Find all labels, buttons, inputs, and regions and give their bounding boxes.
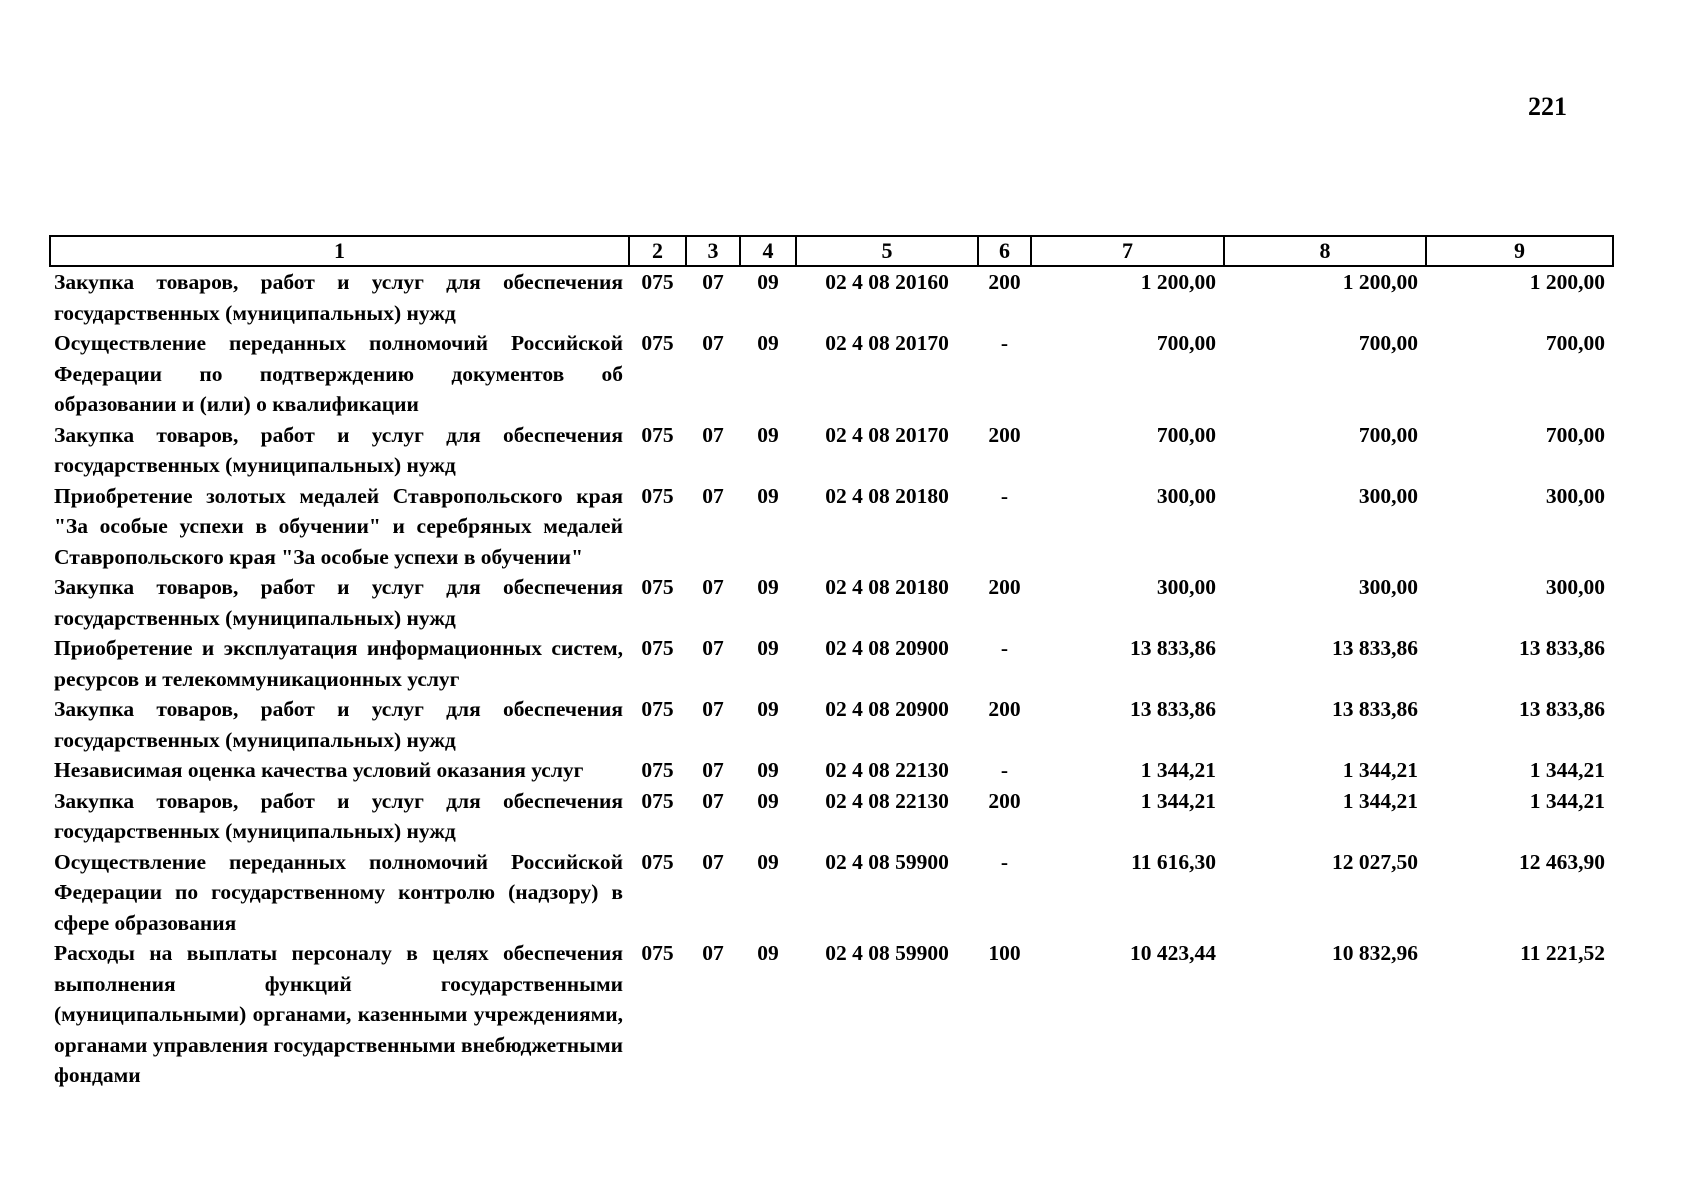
row-code: 075	[641, 483, 674, 508]
row-code: 075	[641, 636, 674, 660]
row-amount-7: 300,00	[1156, 575, 1216, 599]
row-subsection: 09	[757, 697, 779, 721]
row-subsection: 09	[757, 941, 779, 965]
row-amount-7: 700,00	[1156, 422, 1216, 447]
row-code: 075	[641, 941, 674, 965]
table-row	[50, 755, 1613, 786]
column-header-7: 7	[1031, 236, 1224, 266]
row-name: Осуществление переданных полномочий Российской Федерации по государственному контролю (надзору) в сфере образования	[54, 849, 623, 935]
row-amount-7: 11 616,30	[1131, 849, 1216, 874]
row-amount-7: 1 344,21	[1140, 788, 1216, 813]
row-amount-9: 300,00	[1545, 575, 1605, 599]
row-subsection: 09	[757, 636, 779, 660]
column-header-2: 2	[629, 236, 686, 266]
row-amount-7: 13 833,86	[1130, 697, 1216, 721]
row-target-article: 02 4 08 20900	[825, 636, 949, 660]
row-expense-type: -	[1000, 849, 1009, 874]
row-subsection: 09	[757, 331, 779, 355]
row-amount-8: 1 344,21	[1342, 758, 1418, 782]
table-row	[50, 481, 1613, 573]
row-amount-8: 1 200,00	[1342, 270, 1418, 294]
table-row	[50, 420, 1613, 481]
row-expense-type: 200	[988, 270, 1021, 294]
row-expense-type: -	[1000, 636, 1009, 660]
row-amount-8: 300,00	[1358, 575, 1418, 599]
row-section: 07	[702, 788, 724, 813]
row-amount-9: 1 344,21	[1529, 758, 1605, 782]
table-row	[50, 633, 1613, 694]
column-header-8: 8	[1224, 236, 1426, 266]
row-amount-8: 13 833,86	[1332, 697, 1418, 721]
row-name: Осуществление переданных полномочий Российской Федерации по подтверждению документов об образовании и (или) о квалификации	[54, 331, 623, 416]
row-amount-9: 700,00	[1545, 422, 1605, 447]
column-header-4: 4	[740, 236, 796, 266]
row-amount-8: 10 832,96	[1332, 941, 1418, 965]
row-subsection: 09	[757, 849, 779, 874]
row-subsection: 09	[757, 788, 779, 813]
row-amount-9: 13 833,86	[1519, 697, 1605, 721]
row-subsection: 09	[757, 575, 779, 599]
row-section: 07	[702, 636, 724, 660]
budget-table	[49, 235, 1614, 1091]
column-header-9: 9	[1426, 236, 1613, 266]
column-header-6: 6	[978, 236, 1031, 266]
row-expense-type: -	[1000, 483, 1009, 508]
row-amount-7: 300,00	[1156, 483, 1216, 508]
row-expense-type: 200	[988, 575, 1021, 599]
row-name: Закупка товаров, работ и услуг для обеспечения государственных (муниципальных) нужд	[54, 575, 623, 630]
row-subsection: 09	[757, 270, 779, 294]
row-amount-9: 12 463,90	[1519, 849, 1605, 874]
row-amount-7: 13 833,86	[1130, 636, 1216, 660]
row-amount-7: 1 344,21	[1140, 758, 1216, 782]
column-header-5: 5	[796, 236, 978, 266]
row-amount-8: 13 833,86	[1332, 636, 1418, 660]
table-row	[50, 694, 1613, 755]
row-name: Закупка товаров, работ и услуг для обеспечения государственных (муниципальных) нужд	[54, 788, 623, 843]
row-expense-type: -	[1000, 331, 1009, 355]
row-target-article: 02 4 08 20160	[825, 270, 949, 294]
row-section: 07	[702, 270, 724, 294]
row-name: Закупка товаров, работ и услуг для обеспечения государственных (муниципальных) нужд	[54, 422, 623, 477]
row-target-article: 02 4 08 20900	[825, 697, 949, 721]
row-amount-8: 700,00	[1358, 331, 1418, 355]
row-section: 07	[702, 422, 724, 447]
row-expense-type: 200	[988, 697, 1021, 721]
row-name: Приобретение и эксплуатация информационных систем, ресурсов и телекоммуникационных услуг	[54, 636, 623, 691]
header-row	[50, 236, 1613, 266]
row-expense-type: 200	[988, 422, 1021, 447]
row-target-article: 02 4 08 22130	[825, 788, 949, 813]
row-expense-type: 100	[988, 941, 1021, 965]
row-code: 075	[641, 331, 674, 355]
row-target-article: 02 4 08 20170	[825, 331, 949, 355]
row-amount-8: 700,00	[1358, 422, 1418, 447]
row-target-article: 02 4 08 59900	[825, 849, 949, 874]
row-target-article: 02 4 08 20180	[825, 483, 949, 508]
row-section: 07	[702, 331, 724, 355]
column-header-1: 1	[50, 236, 629, 266]
row-expense-type: 200	[988, 788, 1021, 813]
row-amount-9: 1 200,00	[1529, 270, 1605, 294]
row-target-article: 02 4 08 22130	[825, 758, 949, 782]
table-row	[50, 786, 1613, 847]
row-amount-7: 700,00	[1156, 331, 1216, 355]
row-section: 07	[702, 758, 724, 782]
row-amount-8: 12 027,50	[1332, 849, 1418, 874]
row-subsection: 09	[757, 758, 779, 782]
row-expense-type: -	[1000, 758, 1009, 782]
row-target-article: 02 4 08 20180	[825, 575, 949, 599]
row-section: 07	[702, 849, 724, 874]
row-code: 075	[641, 849, 674, 874]
page-number: 221	[1528, 92, 1567, 121]
row-code: 075	[641, 758, 674, 782]
row-name: Приобретение золотых медалей Ставропольского края "За особые успехи в обучении" и серебряных медалей Ставропольского края "За особые успехи в обучении"	[54, 483, 623, 569]
row-amount-8: 1 344,21	[1342, 788, 1418, 813]
row-section: 07	[702, 941, 724, 965]
row-section: 07	[702, 697, 724, 721]
table-row	[50, 847, 1613, 939]
row-amount-8: 300,00	[1358, 483, 1418, 508]
row-target-article: 02 4 08 59900	[825, 941, 949, 965]
table-row	[50, 328, 1613, 420]
row-amount-9: 300,00	[1545, 483, 1605, 508]
row-section: 07	[702, 575, 724, 599]
row-name: Расходы на выплаты персоналу в целях обеспечения выполнения функций государственными (муниципальными) органами, казенными учреждениями, органами управления государственными внебюджетными фондами	[54, 941, 623, 1087]
row-name: Закупка товаров, работ и услуг для обеспечения государственных (муниципальных) нужд	[54, 270, 623, 325]
column-header-3: 3	[686, 236, 740, 266]
row-code: 075	[641, 422, 674, 447]
table-row	[50, 266, 1613, 328]
table-row	[50, 938, 1613, 1091]
row-name: Независимая оценка качества условий оказания услуг	[54, 758, 584, 782]
row-amount-9: 700,00	[1545, 331, 1605, 355]
row-code: 075	[641, 270, 674, 294]
row-amount-7: 1 200,00	[1140, 270, 1216, 294]
row-amount-9: 11 221,52	[1520, 941, 1605, 965]
row-code: 075	[641, 575, 674, 599]
row-name: Закупка товаров, работ и услуг для обеспечения государственных (муниципальных) нужд	[54, 697, 623, 752]
row-subsection: 09	[757, 422, 779, 447]
row-amount-7: 10 423,44	[1130, 941, 1216, 965]
table-header	[50, 236, 1613, 266]
row-amount-9: 13 833,86	[1519, 636, 1605, 660]
table-body	[50, 266, 1613, 1091]
row-subsection: 09	[757, 483, 779, 508]
row-amount-9: 1 344,21	[1529, 788, 1605, 813]
row-code: 075	[641, 788, 674, 813]
row-code: 075	[641, 697, 674, 721]
row-target-article: 02 4 08 20170	[825, 422, 949, 447]
table-row	[50, 572, 1613, 633]
row-section: 07	[702, 483, 724, 508]
